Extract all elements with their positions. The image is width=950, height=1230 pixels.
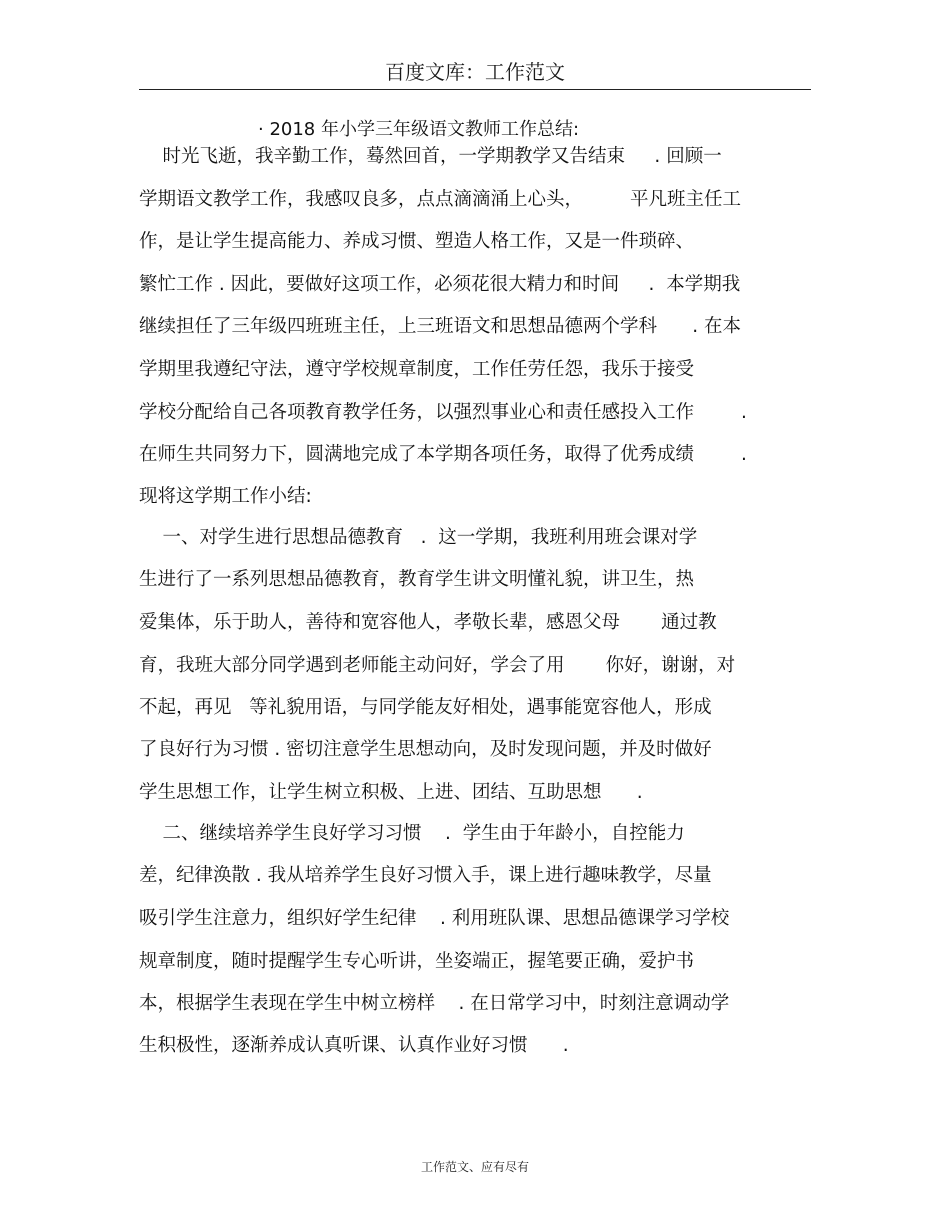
header-divider xyxy=(139,89,811,90)
body-line: 学校分配给自己各项教育教学任务，以强烈事业心和责任感投入工作 . xyxy=(139,402,747,423)
body-line: 规章制度，随时提醒学生专心听讲，坐姿端正，握笔要正确，爱护书 xyxy=(139,951,695,972)
body-line: 爱集体，乐于助人，善待和宽容他人，孝敬长辈，感恩父母 通过教 xyxy=(139,612,717,633)
body-line: 学期语文教学工作，我感叹良多，点点滴滴涌上心头， 平凡班主任工 xyxy=(139,189,742,210)
body-line: 不起，再见 等礼貌用语，与同学能友好相处，遇事能宽容他人，形成 xyxy=(139,697,712,718)
body-line: 差，纪律涣散 . 我从培养学生良好习惯入手，课上进行趣味教学，尽量 xyxy=(139,865,712,886)
body-line: 现将这学期工作小结: xyxy=(139,486,312,507)
page-header: 百度文库：工作范文 xyxy=(385,60,565,84)
section-heading-2: 二、继续培养学生良好学习习惯 . 学生由于年龄小，自控能力 xyxy=(139,823,685,844)
body-line: 育，我班大部分同学遇到老师能主动问好，学会了用 你好，谢谢，对 xyxy=(139,655,736,676)
body-line: 本，根据学生表现在学生中树立榜样 . 在日常学习中，时刻注意调动学 xyxy=(139,993,730,1014)
body-line: 作，是让学生提高能力、养成习惯、塑造人格工作，又是一件琐碎、 xyxy=(139,231,695,252)
page-footer: 工作范文、应有尽有 xyxy=(420,1160,529,1174)
body-line: 学期里我遵纪守法，遵守学校规章制度，工作任劳任怨，我乐于接受 xyxy=(139,359,695,380)
body-line: 生积极性，逐渐养成认真听课、认真作业好习惯 . xyxy=(139,1035,569,1056)
section-heading-1: 一、对学生进行思想品德教育 . 这一学期，我班利用班会课对学 xyxy=(139,527,698,548)
body-line: 学生思想工作，让学生树立积极、上进、团结、互助思想 . xyxy=(139,782,643,803)
body-line: 继续担任了三年级四班班主任，上三班语文和思想品德两个学科 . 在本 xyxy=(139,316,742,337)
body-line: 繁忙工作 . 因此，要做好这项工作，必须花很大精力和时间 . 本学期我 xyxy=(139,274,741,295)
body-line: 了良好行为习惯 . 密切注意学生思想动向，及时发现问题，并及时做好 xyxy=(139,739,712,760)
document-title: · 2018 年小学三年级语文教师工作总结: xyxy=(258,119,580,140)
body-line: 时光飞逝，我辛勤工作，蓦然回首，一学期教学又告结束 . 回顾一 xyxy=(139,146,722,167)
body-line: 生进行了一系列思想品德教育，教育学生讲文明懂礼貌，讲卫生，热 xyxy=(139,569,695,590)
body-line: 吸引学生注意力，组织好学生纪律 . 利用班队课、思想品德课学习学校 xyxy=(139,908,730,929)
body-line: 在师生共同努力下，圆满地完成了本学期各项任务，取得了优秀成绩 . xyxy=(139,444,747,465)
